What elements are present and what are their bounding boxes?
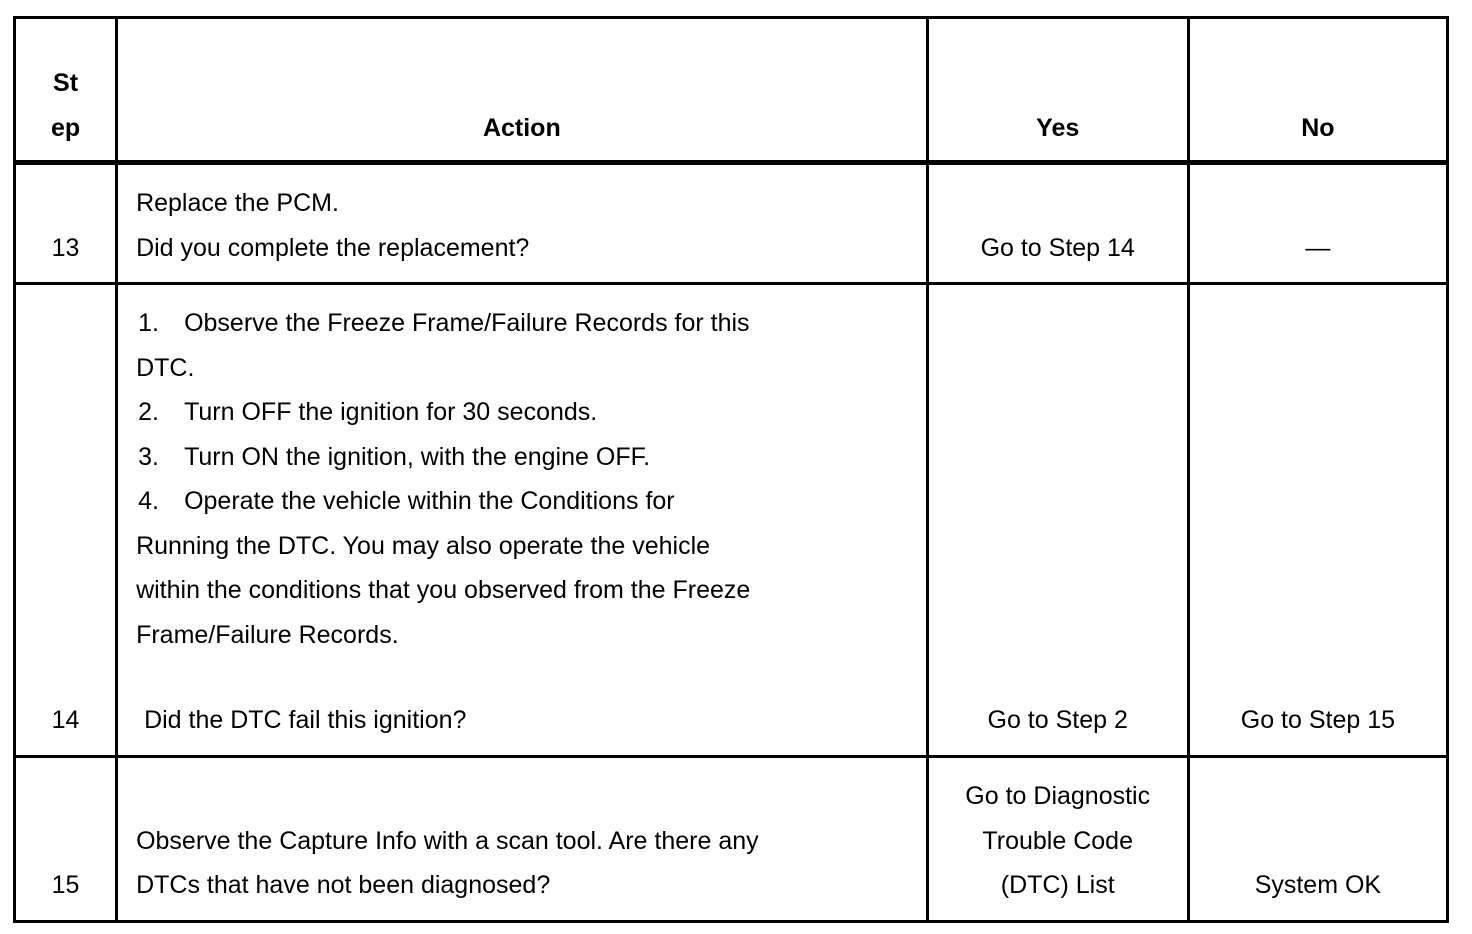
action-question: Did the DTC fail this ignition? — [144, 706, 467, 734]
yes-line: Go to Diagnostic — [965, 782, 1151, 810]
list-text: Operate the vehicle within the Conditions for — [184, 487, 675, 515]
header-action: Action — [117, 18, 928, 163]
list-text: Turn OFF the ignition for 30 seconds. — [184, 398, 598, 426]
action-cell — [117, 163, 928, 284]
list-number: 4. — [138, 487, 159, 515]
yes-cell — [927, 756, 1188, 921]
list-item-continuation: Frame/Failure Records. — [136, 620, 399, 649]
list-item — [136, 479, 920, 524]
list-item — [136, 301, 920, 346]
action-question: Did you complete the replacement? — [136, 233, 530, 262]
list-item-continuation: Running the DTC. You may also operate the vehicle — [136, 531, 711, 560]
table-row-step-14 — [15, 284, 1448, 757]
list-item — [136, 390, 920, 435]
no-cell: Go to Step 15 — [1188, 284, 1447, 757]
header-no: No — [1188, 18, 1447, 163]
step-number: 13 — [15, 163, 117, 284]
yes-line: Trouble Code — [982, 826, 1133, 855]
table-row-step-15 — [15, 756, 1448, 921]
list-number: 3. — [138, 442, 159, 471]
step-number: 15 — [15, 756, 117, 921]
list-text: Observe the Freeze Frame/Failure Records for this — [184, 309, 750, 337]
diagnostic-step-table — [13, 16, 1449, 923]
no-cell: System OK — [1188, 756, 1447, 921]
action-line: Replace the PCM. — [136, 189, 339, 217]
yes-line: (DTC) List — [1000, 871, 1115, 899]
table-row-step-13 — [15, 163, 1448, 284]
header-step-line2: ep — [50, 113, 81, 142]
list-item-continuation: within the conditions that you observed from the Freeze — [136, 576, 751, 604]
list-item — [136, 435, 920, 480]
action-question: DTCs that have not been diagnosed? — [136, 871, 551, 899]
header-step-line1: St — [53, 69, 79, 97]
action-cell — [117, 284, 928, 757]
table-header — [15, 18, 1448, 163]
spacer — [136, 657, 920, 698]
header-row — [15, 18, 1448, 163]
yes-cell: Go to Step 2 — [927, 284, 1188, 757]
header-step — [15, 18, 117, 163]
yes-cell: Go to Step 14 — [927, 163, 1188, 284]
step-number: 14 — [15, 284, 117, 757]
list-number: 1. — [138, 309, 159, 337]
list-number: 2. — [138, 398, 159, 426]
header-yes: Yes — [927, 18, 1188, 163]
list-text: Turn ON the ignition, with the engine OFF. — [184, 442, 651, 471]
list-item-continuation: DTC. — [136, 353, 195, 382]
action-line: Observe the Capture Info with a scan tool. Are there any — [136, 826, 759, 855]
action-cell — [117, 756, 928, 921]
no-cell: — — [1188, 163, 1447, 284]
